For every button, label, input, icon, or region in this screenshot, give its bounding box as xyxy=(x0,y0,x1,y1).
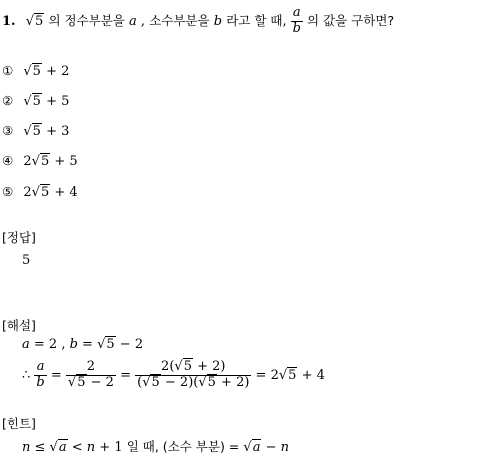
question-comma: , xyxy=(140,14,146,29)
hint-line: n ≤ √a < n + 1 일 때, (소수 부분) = √a − n xyxy=(22,439,290,455)
option-marker: ② xyxy=(2,93,14,108)
solution-line-2: ∴ $\frac{a}{b}$ = $\frac{2}{√5 - 2}$ = $\frac{2(√5 + 2)}{(√5 - 2)(√5 + 2)}$ = 2√5 + 4 xyxy=(22,359,325,390)
solution-line-1: a = 2 , b = √5 − 2 xyxy=(22,337,144,352)
option-4[interactable] xyxy=(2,153,78,169)
option-1[interactable] xyxy=(2,63,69,79)
question-number: 1. xyxy=(2,14,16,29)
option-marker: ① xyxy=(2,63,14,78)
option-2[interactable] xyxy=(2,93,69,109)
question-sqrt-5: √5 xyxy=(25,14,44,29)
question-text-2: 소수부분을 xyxy=(149,13,210,28)
answer-value: 5 xyxy=(22,253,31,268)
option-coef: 2 xyxy=(23,185,32,200)
question-text-4: 의 값을 구하면? xyxy=(307,13,395,28)
option-rest: + 5 xyxy=(54,154,78,169)
option-rest: + 5 xyxy=(46,94,70,109)
option-rest: + 2 xyxy=(46,64,70,79)
hint-label: [힌트] xyxy=(2,416,36,431)
question-text-3: 라고 할 때, xyxy=(226,13,287,28)
option-sqrt: √5 xyxy=(23,94,41,109)
option-coef: 2 xyxy=(23,154,32,169)
option-marker: ⑤ xyxy=(2,184,14,199)
option-rest: + 3 xyxy=(46,124,70,139)
option-marker: ③ xyxy=(2,123,14,138)
therefore-symbol: ∴ xyxy=(22,368,31,383)
question-fraction-a-over-b: $\frac{a}{b}$ xyxy=(292,5,301,36)
question-text-1: 의 정수부분을 xyxy=(48,13,125,28)
option-sqrt: √5 xyxy=(23,124,41,139)
answer-label: [정답] xyxy=(2,230,36,245)
option-sqrt: √5 xyxy=(31,185,50,200)
option-sqrt: √5 xyxy=(31,154,50,169)
option-marker: ④ xyxy=(2,153,14,168)
solution-label: [해설] xyxy=(2,318,36,333)
option-5[interactable] xyxy=(2,184,78,200)
option-sqrt: √5 xyxy=(23,64,41,79)
question-line xyxy=(2,4,394,38)
question-var-a: a xyxy=(129,14,137,29)
hint-text: 일 때, (소수 부분) = xyxy=(126,439,240,454)
option-rest: + 4 xyxy=(54,185,78,200)
option-3[interactable] xyxy=(2,123,69,139)
question-var-b: b xyxy=(213,14,223,29)
